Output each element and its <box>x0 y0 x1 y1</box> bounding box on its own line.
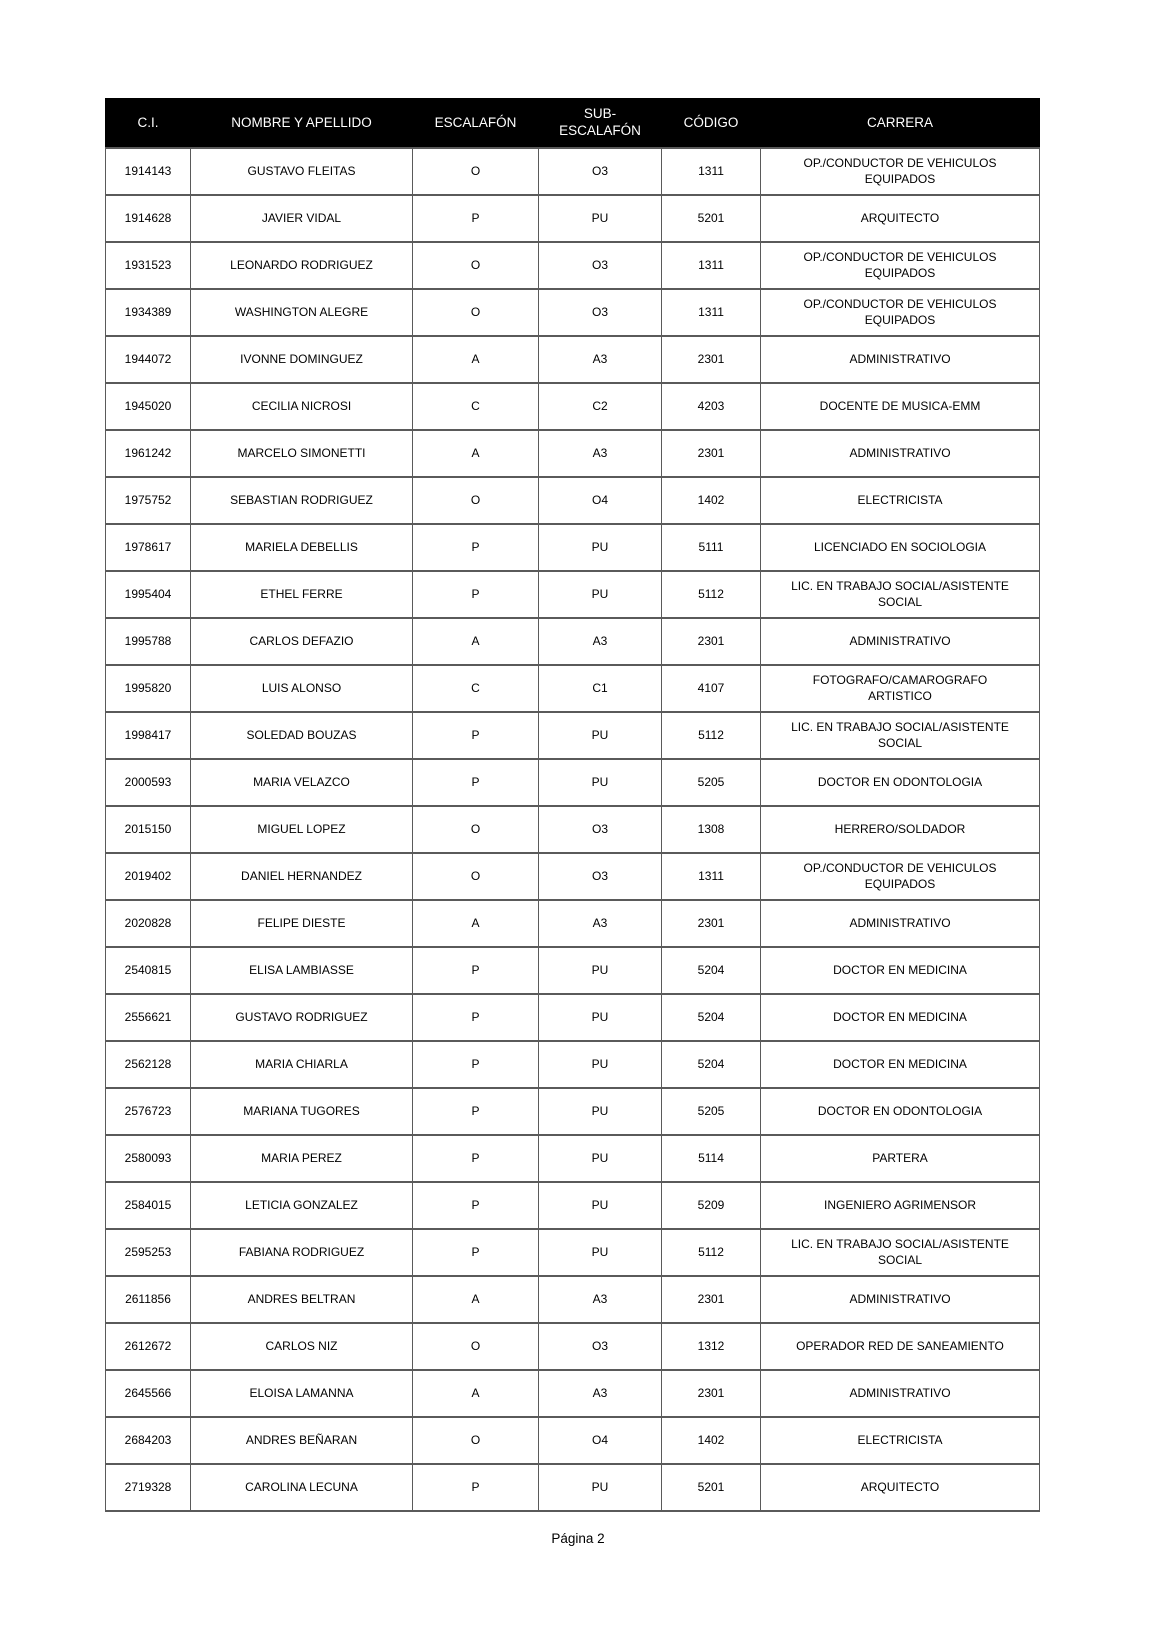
cell-codigo: 2301 <box>662 1370 761 1417</box>
cell-ci: 1945020 <box>106 383 191 430</box>
cell-nombre: ELISA LAMBIASSE <box>191 947 413 994</box>
cell-escalafon: P <box>413 947 539 994</box>
cell-sub-escalafon: PU <box>539 1088 662 1135</box>
cell-nombre: LUIS ALONSO <box>191 665 413 712</box>
cell-sub-escalafon: PU <box>539 712 662 759</box>
cell-sub-escalafon: A3 <box>539 1370 662 1417</box>
cell-codigo: 5112 <box>662 712 761 759</box>
cell-nombre: MARCELO SIMONETTI <box>191 430 413 477</box>
cell-nombre: WASHINGTON ALEGRE <box>191 289 413 336</box>
cell-sub-escalafon: O3 <box>539 242 662 289</box>
cell-codigo: 2301 <box>662 1276 761 1323</box>
table-row <box>106 1276 1040 1323</box>
cell-carrera: ARQUITECTO <box>761 195 1040 242</box>
cell-carrera: LICENCIADO EN SOCIOLOGIA <box>761 524 1040 571</box>
cell-codigo: 5201 <box>662 195 761 242</box>
cell-escalafon: P <box>413 759 539 806</box>
table-row <box>106 242 1040 289</box>
cell-sub-escalafon: PU <box>539 1041 662 1088</box>
cell-carrera: FOTOGRAFO/CAMAROGRAFO ARTISTICO <box>761 665 1040 712</box>
cell-carrera: DOCTOR EN ODONTOLOGIA <box>761 759 1040 806</box>
cell-codigo: 5112 <box>662 1229 761 1276</box>
cell-nombre: CAROLINA LECUNA <box>191 1464 413 1511</box>
cell-escalafon: A <box>413 618 539 665</box>
table-row <box>106 618 1040 665</box>
cell-escalafon: P <box>413 1135 539 1182</box>
cell-nombre: MIGUEL LOPEZ <box>191 806 413 853</box>
cell-sub-escalafon: A3 <box>539 336 662 383</box>
cell-nombre: MARIELA DEBELLIS <box>191 524 413 571</box>
table-row <box>106 947 1040 994</box>
cell-escalafon: A <box>413 1276 539 1323</box>
cell-sub-escalafon: PU <box>539 571 662 618</box>
cell-codigo: 1311 <box>662 148 761 195</box>
cell-sub-escalafon: PU <box>539 1135 662 1182</box>
cell-carrera: OPERADOR RED DE SANEAMIENTO <box>761 1323 1040 1370</box>
cell-codigo: 2301 <box>662 900 761 947</box>
personnel-table <box>105 98 1040 1512</box>
cell-carrera: DOCTOR EN MEDICINA <box>761 994 1040 1041</box>
cell-carrera: ADMINISTRATIVO <box>761 900 1040 947</box>
table-row <box>106 1135 1040 1182</box>
cell-sub-escalafon: PU <box>539 1464 662 1511</box>
table-row <box>106 571 1040 618</box>
table-body <box>106 148 1040 1511</box>
cell-nombre: CARLOS DEFAZIO <box>191 618 413 665</box>
table-row <box>106 1041 1040 1088</box>
cell-carrera: HERRERO/SOLDADOR <box>761 806 1040 853</box>
cell-ci: 2015150 <box>106 806 191 853</box>
cell-codigo: 5209 <box>662 1182 761 1229</box>
cell-escalafon: A <box>413 336 539 383</box>
cell-escalafon: O <box>413 853 539 900</box>
cell-carrera: ADMINISTRATIVO <box>761 1276 1040 1323</box>
table-row <box>106 336 1040 383</box>
cell-carrera: LIC. EN TRABAJO SOCIAL/ASISTENTE SOCIAL <box>761 712 1040 759</box>
cell-escalafon: P <box>413 524 539 571</box>
cell-sub-escalafon: A3 <box>539 1276 662 1323</box>
cell-carrera: OP./CONDUCTOR DE VEHICULOS EQUIPADOS <box>761 148 1040 195</box>
table-header <box>106 99 1040 149</box>
cell-sub-escalafon: PU <box>539 1229 662 1276</box>
table-row <box>106 477 1040 524</box>
cell-escalafon: P <box>413 1088 539 1135</box>
cell-carrera: DOCENTE DE MUSICA-EMM <box>761 383 1040 430</box>
cell-escalafon: A <box>413 1370 539 1417</box>
cell-nombre: CECILIA NICROSI <box>191 383 413 430</box>
cell-escalafon: O <box>413 1417 539 1464</box>
cell-sub-escalafon: PU <box>539 759 662 806</box>
cell-ci: 2580093 <box>106 1135 191 1182</box>
cell-carrera: DOCTOR EN ODONTOLOGIA <box>761 1088 1040 1135</box>
cell-carrera: ADMINISTRATIVO <box>761 430 1040 477</box>
page-number: Página 2 <box>551 1531 605 1546</box>
cell-sub-escalafon: PU <box>539 947 662 994</box>
cell-escalafon: P <box>413 712 539 759</box>
table-row <box>106 289 1040 336</box>
cell-escalafon: P <box>413 1182 539 1229</box>
cell-ci: 2584015 <box>106 1182 191 1229</box>
cell-ci: 2000593 <box>106 759 191 806</box>
cell-carrera: OP./CONDUCTOR DE VEHICULOS EQUIPADOS <box>761 242 1040 289</box>
cell-codigo: 1402 <box>662 1417 761 1464</box>
cell-codigo: 1311 <box>662 242 761 289</box>
table-row <box>106 900 1040 947</box>
cell-ci: 2576723 <box>106 1088 191 1135</box>
cell-ci: 1978617 <box>106 524 191 571</box>
cell-carrera: OP./CONDUCTOR DE VEHICULOS EQUIPADOS <box>761 289 1040 336</box>
cell-nombre: ANDRES BEÑARAN <box>191 1417 413 1464</box>
table-row <box>106 383 1040 430</box>
cell-codigo: 5204 <box>662 994 761 1041</box>
cell-sub-escalafon: O3 <box>539 289 662 336</box>
cell-codigo: 2301 <box>662 336 761 383</box>
cell-codigo: 5114 <box>662 1135 761 1182</box>
cell-codigo: 5111 <box>662 524 761 571</box>
cell-nombre: CARLOS NIZ <box>191 1323 413 1370</box>
cell-ci: 2556621 <box>106 994 191 1041</box>
cell-nombre: LEONARDO RODRIGUEZ <box>191 242 413 289</box>
cell-sub-escalafon: PU <box>539 524 662 571</box>
cell-nombre: MARIA PEREZ <box>191 1135 413 1182</box>
cell-carrera: INGENIERO AGRIMENSOR <box>761 1182 1040 1229</box>
cell-nombre: MARIA VELAZCO <box>191 759 413 806</box>
cell-nombre: ANDRES BELTRAN <box>191 1276 413 1323</box>
cell-carrera: ARQUITECTO <box>761 1464 1040 1511</box>
cell-codigo: 1308 <box>662 806 761 853</box>
cell-escalafon: P <box>413 1464 539 1511</box>
cell-codigo: 5205 <box>662 1088 761 1135</box>
cell-escalafon: P <box>413 994 539 1041</box>
cell-carrera: LIC. EN TRABAJO SOCIAL/ASISTENTE SOCIAL <box>761 1229 1040 1276</box>
cell-escalafon: P <box>413 195 539 242</box>
cell-nombre: SOLEDAD BOUZAS <box>191 712 413 759</box>
cell-sub-escalafon: A3 <box>539 430 662 477</box>
column-header-codigo: CÓDIGO <box>662 99 761 149</box>
cell-codigo: 4107 <box>662 665 761 712</box>
column-header-ci: C.I. <box>106 99 191 149</box>
cell-escalafon: O <box>413 477 539 524</box>
cell-escalafon: C <box>413 665 539 712</box>
cell-nombre: ELOISA LAMANNA <box>191 1370 413 1417</box>
cell-sub-escalafon: O3 <box>539 853 662 900</box>
cell-ci: 2562128 <box>106 1041 191 1088</box>
cell-sub-escalafon: PU <box>539 994 662 1041</box>
cell-escalafon: P <box>413 1229 539 1276</box>
cell-ci: 2612672 <box>106 1323 191 1370</box>
table-row <box>106 1088 1040 1135</box>
cell-nombre: LETICIA GONZALEZ <box>191 1182 413 1229</box>
table-row <box>106 1229 1040 1276</box>
cell-codigo: 4203 <box>662 383 761 430</box>
cell-ci: 2645566 <box>106 1370 191 1417</box>
cell-codigo: 2301 <box>662 618 761 665</box>
table-row <box>106 806 1040 853</box>
table-row <box>106 430 1040 477</box>
cell-nombre: MARIANA TUGORES <box>191 1088 413 1135</box>
cell-carrera: OP./CONDUCTOR DE VEHICULOS EQUIPADOS <box>761 853 1040 900</box>
cell-carrera: ADMINISTRATIVO <box>761 618 1040 665</box>
cell-sub-escalafon: O4 <box>539 477 662 524</box>
cell-sub-escalafon: O3 <box>539 806 662 853</box>
cell-nombre: DANIEL HERNANDEZ <box>191 853 413 900</box>
table-row <box>106 1370 1040 1417</box>
cell-codigo: 5204 <box>662 1041 761 1088</box>
cell-carrera: ADMINISTRATIVO <box>761 1370 1040 1417</box>
cell-ci: 1995404 <box>106 571 191 618</box>
cell-escalafon: C <box>413 383 539 430</box>
table-row <box>106 148 1040 195</box>
column-header-escalafon: ESCALAFÓN <box>413 99 539 149</box>
cell-nombre: IVONNE DOMINGUEZ <box>191 336 413 383</box>
cell-sub-escalafon: A3 <box>539 900 662 947</box>
cell-ci: 1975752 <box>106 477 191 524</box>
cell-nombre: JAVIER VIDAL <box>191 195 413 242</box>
cell-escalafon: A <box>413 900 539 947</box>
table-row <box>106 1323 1040 1370</box>
cell-ci: 1998417 <box>106 712 191 759</box>
cell-escalafon: O <box>413 242 539 289</box>
table-row <box>106 1182 1040 1229</box>
cell-nombre: FABIANA RODRIGUEZ <box>191 1229 413 1276</box>
cell-ci: 1995788 <box>106 618 191 665</box>
table-row <box>106 195 1040 242</box>
cell-codigo: 1311 <box>662 853 761 900</box>
cell-codigo: 1312 <box>662 1323 761 1370</box>
cell-ci: 1931523 <box>106 242 191 289</box>
cell-ci: 1934389 <box>106 289 191 336</box>
cell-nombre: MARIA CHIARLA <box>191 1041 413 1088</box>
cell-sub-escalafon: PU <box>539 1182 662 1229</box>
cell-ci: 2540815 <box>106 947 191 994</box>
table-row <box>106 853 1040 900</box>
cell-sub-escalafon: C1 <box>539 665 662 712</box>
cell-carrera: ADMINISTRATIVO <box>761 336 1040 383</box>
cell-codigo: 2301 <box>662 430 761 477</box>
cell-ci: 2684203 <box>106 1417 191 1464</box>
cell-sub-escalafon: O4 <box>539 1417 662 1464</box>
cell-nombre: FELIPE DIESTE <box>191 900 413 947</box>
table-row <box>106 994 1040 1041</box>
cell-nombre: GUSTAVO RODRIGUEZ <box>191 994 413 1041</box>
cell-escalafon: P <box>413 571 539 618</box>
cell-carrera: LIC. EN TRABAJO SOCIAL/ASISTENTE SOCIAL <box>761 571 1040 618</box>
cell-ci: 2020828 <box>106 900 191 947</box>
cell-ci: 2719328 <box>106 1464 191 1511</box>
cell-carrera: PARTERA <box>761 1135 1040 1182</box>
cell-codigo: 1311 <box>662 289 761 336</box>
table-row <box>106 1417 1040 1464</box>
table-row <box>106 524 1040 571</box>
cell-nombre: GUSTAVO FLEITAS <box>191 148 413 195</box>
cell-ci: 1914628 <box>106 195 191 242</box>
cell-sub-escalafon: C2 <box>539 383 662 430</box>
cell-codigo: 5201 <box>662 1464 761 1511</box>
cell-escalafon: A <box>413 430 539 477</box>
cell-ci: 2611856 <box>106 1276 191 1323</box>
cell-sub-escalafon: O3 <box>539 148 662 195</box>
cell-escalafon: P <box>413 1041 539 1088</box>
header-row <box>106 99 1040 149</box>
cell-ci: 1961242 <box>106 430 191 477</box>
cell-sub-escalafon: O3 <box>539 1323 662 1370</box>
table-row <box>106 712 1040 759</box>
cell-escalafon: O <box>413 1323 539 1370</box>
cell-codigo: 5205 <box>662 759 761 806</box>
cell-escalafon: O <box>413 289 539 336</box>
cell-carrera: DOCTOR EN MEDICINA <box>761 947 1040 994</box>
cell-sub-escalafon: A3 <box>539 618 662 665</box>
cell-escalafon: O <box>413 148 539 195</box>
cell-codigo: 5204 <box>662 947 761 994</box>
cell-codigo: 1402 <box>662 477 761 524</box>
table-row <box>106 1464 1040 1511</box>
table-row <box>106 759 1040 806</box>
cell-escalafon: O <box>413 806 539 853</box>
cell-ci: 1944072 <box>106 336 191 383</box>
cell-carrera: DOCTOR EN MEDICINA <box>761 1041 1040 1088</box>
cell-codigo: 5112 <box>662 571 761 618</box>
cell-ci: 2019402 <box>106 853 191 900</box>
cell-nombre: ETHEL FERRE <box>191 571 413 618</box>
cell-sub-escalafon: PU <box>539 195 662 242</box>
cell-ci: 2595253 <box>106 1229 191 1276</box>
cell-ci: 1995820 <box>106 665 191 712</box>
cell-nombre: SEBASTIAN RODRIGUEZ <box>191 477 413 524</box>
cell-carrera: ELECTRICISTA <box>761 1417 1040 1464</box>
column-header-nombre: NOMBRE Y APELLIDO <box>191 99 413 149</box>
cell-carrera: ELECTRICISTA <box>761 477 1040 524</box>
table-row <box>106 665 1040 712</box>
cell-ci: 1914143 <box>106 148 191 195</box>
column-header-carrera: CARRERA <box>761 99 1040 149</box>
column-header-sub-escalafon: SUB-ESCALAFÓN <box>539 99 662 149</box>
